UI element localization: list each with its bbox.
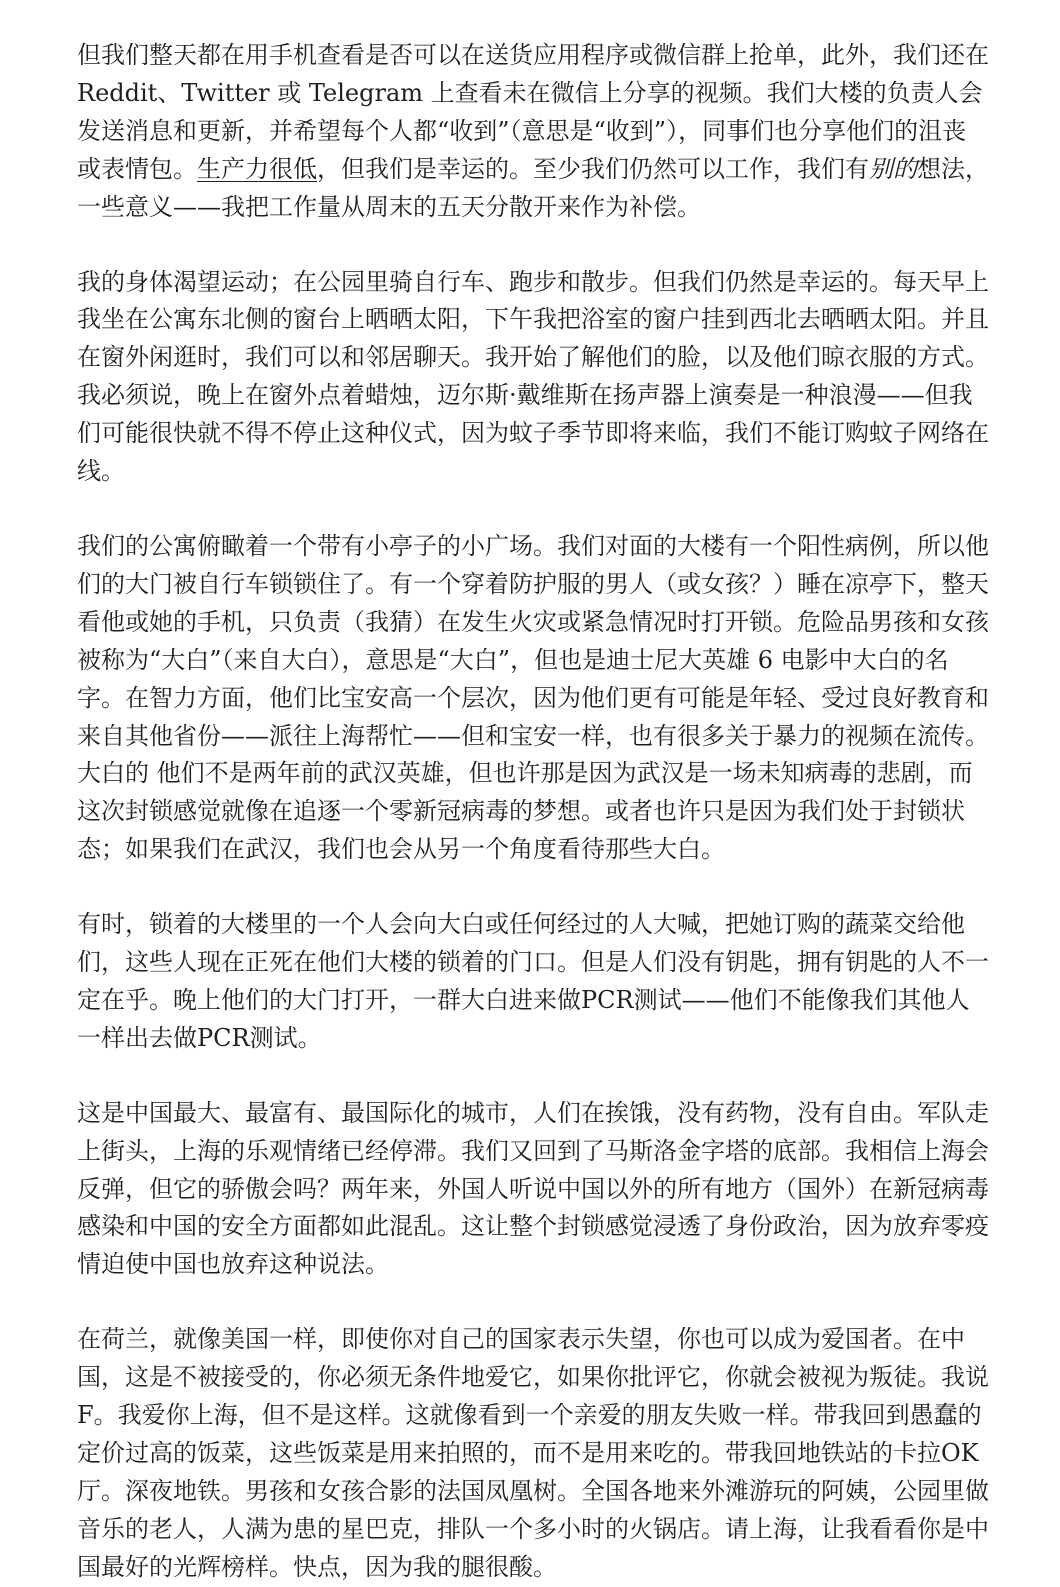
emphasis-text: 别的 [869, 154, 917, 183]
paragraph-3: 我们的公寓俯瞰着一个带有小亭子的小广场。我们对面的大楼有一个阳性病例，所以他们的大门被自行车锁锁住了。有一个穿着防护服的男人（或女孩？）睡在凉亭下，整天看他或她的手机，只负责（我猜）在发生火灾或紧急情况时打开锁。危险品男孩和女孩被称为“大白”（来自大白），意思是“大白”，但也是迪士尼大英雄 6 电影中大白的名字。在智力方面，他们比宝安高一个层次，因为他们更有可能是年轻、受过良好教育和来自其他省份——派往上海帮忙——但和宝安一样，也有很多关于暴力的视频在流传。大白的 他们不是两年前的武汉英雄，但也许那是因为武汉是一场未知病毒的悲剧，而这次封锁感觉就像在追逐一个零新冠病毒的梦想。或者也许只是因为我们处于封锁状态；如果我们在武汉，我们也会从另一个角度看待那些大白。 [77, 531, 989, 864]
article-body [0, 37, 1060, 1587]
productivity-link[interactable]: 生产力很低 [197, 154, 317, 183]
paragraph-6: 在荷兰，就像美国一样，即使你对自己的国家表示失望，你也可以成为爱国者。在中国，这是不被接受的，你必须无条件地爱它，如果你批评它，你就会被视为叛徒。我说F。我爱你上海，但不是这样。这就像看到一个亲爱的朋友失败一样。带我回到愚蠢的定价过高的饭菜，这些饭菜是用来拍照的，而不是用来吃的。带我回地铁站的卡拉OK厅。深夜地铁。男孩和女孩合影的法国凤凰树。全国各地来外滩游玩的阿姨，公园里做音乐的老人，人满为患的星巴克，排队一个多小时的火锅店。请上海，让我看看你是中国最好的光辉榜样。快点，因为我的腿很酸。 [77, 1325, 989, 1581]
paragraph-2: 我的身体渴望运动；在公园里骑自行车、跑步和散步。但我们仍然是幸运的。每天早上我坐在公寓东北侧的窗台上晒晒太阳，下午我把浴室的窗户挂到西北去晒晒太阳。并且在窗外闲逛时，我们可以和邻居聊天。我开始了解他们的脸，以及他们晾衣服的方式。我必须说，晚上在窗外点着蜡烛，迈尔斯·戴维斯在扬声器上演奏是一种浪漫——但我们可能很快就不得不停止这种仪式，因为蚊子季节即将来临，我们不能订购蚊子网络在线。 [77, 267, 989, 486]
paragraph-1-text-a: 但我们整天都在用手机查看是否可以在送货应用程序或微信群上抢单，此外，我们还在Reddit、Twitter 或 Telegram 上查看未在微信上分享的视频。我们大楼的负责人会发送消息和更新，并希望每个人都“收到”（意思是“收到”），同事们也分享他们的沮丧或表情包。 [77, 41, 989, 183]
paragraph-1-text-b: ，但我们是幸运的。至少我们仍然可以工作，我们有 [317, 154, 869, 183]
paragraph-1-text-c: 想法，一些意义——我把工作量从周末的五天分散开来作为补偿。 [77, 154, 989, 221]
paragraph-4: 有时，锁着的大楼里的一个人会向大白或任何经过的人大喊，把她订购的蔬菜交给他们，这些人现在正死在他们大楼的锁着的门口。但是人们没有钥匙，拥有钥匙的人不一定在乎。晚上他们的大门打开，一群大白进来做PCR测试——他们不能像我们其他人一样出去做PCR测试。 [77, 910, 989, 1052]
paragraph-1 [77, 37, 990, 227]
paragraph-5: 这是中国最大、最富有、最国际化的城市，人们在挨饿，没有药物，没有自由。军队走上街头，上海的乐观情绪已经停滞。我们又回到了马斯洛金字塔的底部。我相信上海会反弹，但它的骄傲会吗？两年来，外国人听说中国以外的所有地方（国外）在新冠病毒感染和中国的安全方面都如此混乱。这让整个封锁感觉浸透了身份政治，因为放弃零疫情迫使中国也放弃这种说法。 [77, 1098, 989, 1279]
